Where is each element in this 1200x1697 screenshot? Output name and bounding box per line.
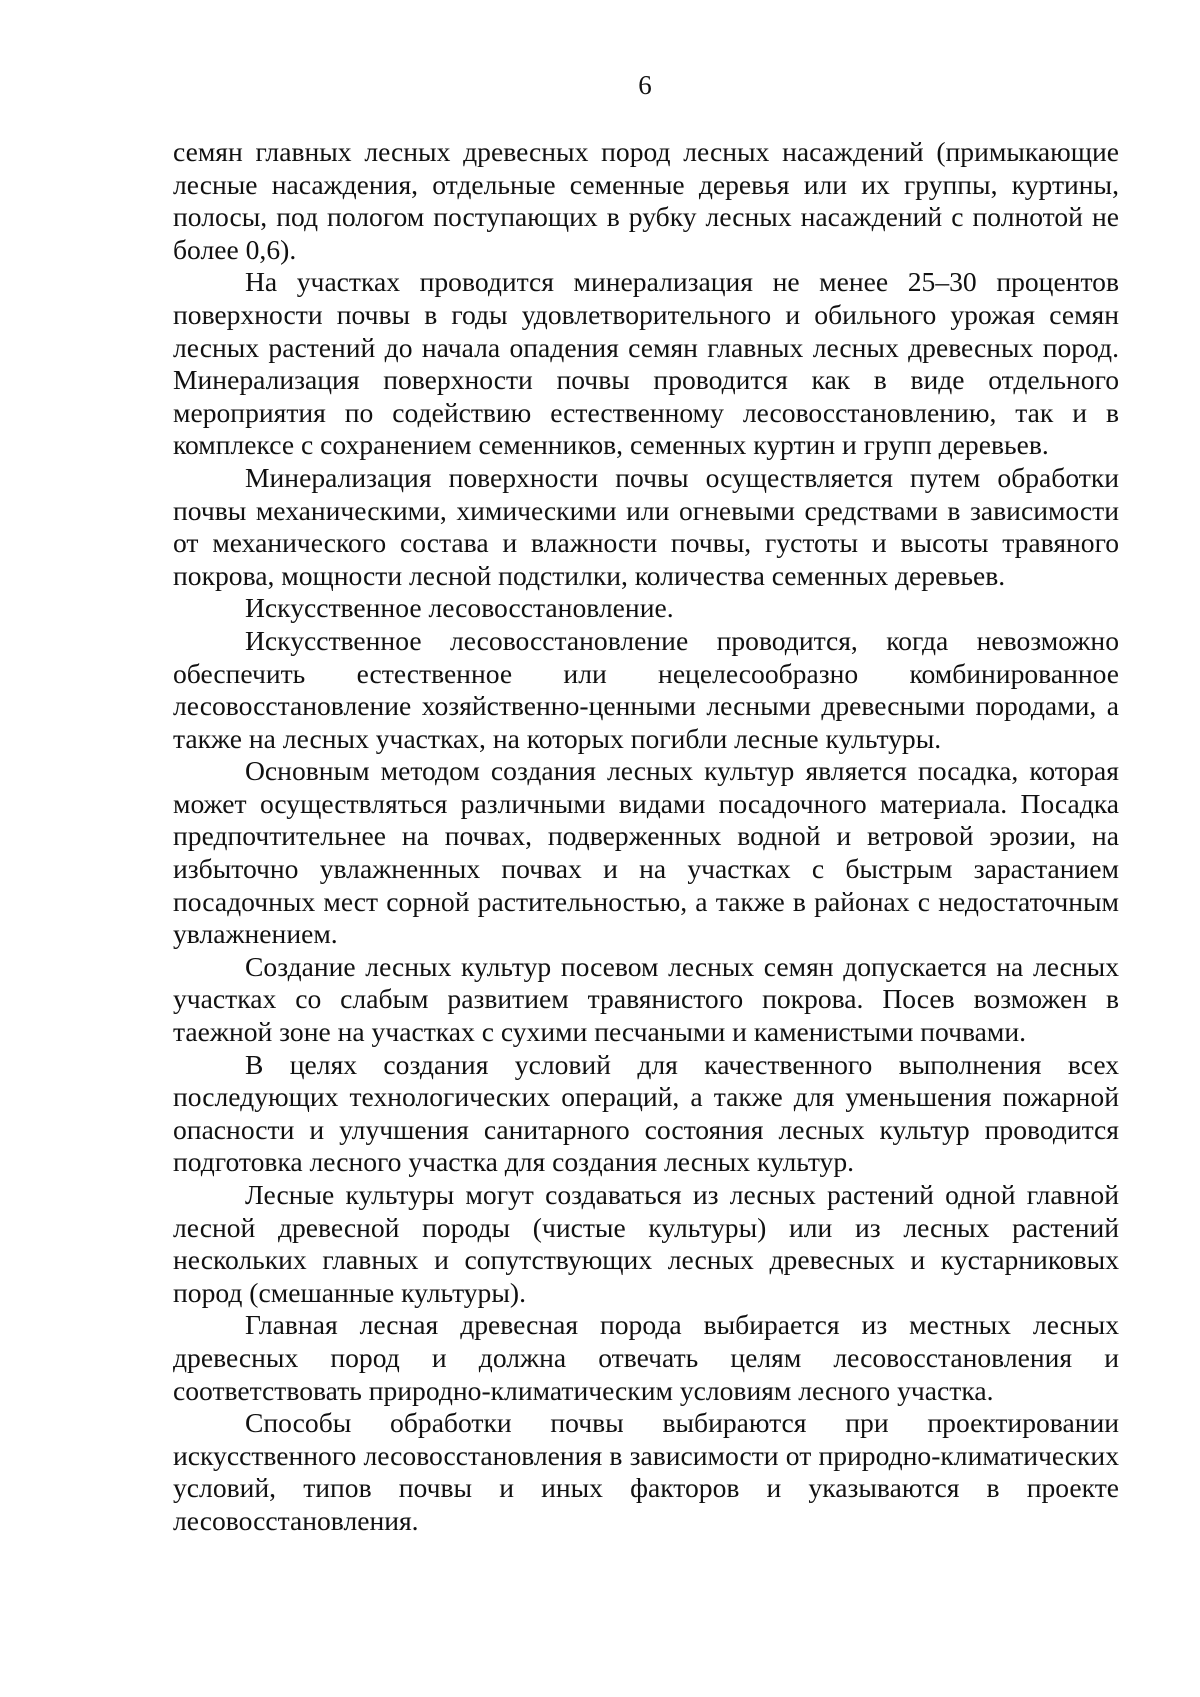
- paragraph: На участках проводится минерализация не менее 25–30 процентов поверхности почвы в годы удовлетворительного и обильного урожая семян лесных растений до начала опадения семян главных лесных древесных пород. Минерализация поверхности почвы проводится как в виде отдельного мероприятия по содействию естественному лесовосстановлению, так и в комплексе с сохранением семенников, семенных куртин и групп деревьев.: [173, 266, 1119, 461]
- paragraph: Создание лесных культур посевом лесных семян допускается на лесных участках со слабым развитием травянистого покрова. Посев возможен в таежной зоне на участках с сухими песчаными и каменистыми почвами.: [173, 950, 1119, 1048]
- paragraph: Главная лесная древесная порода выбирается из местных лесных древесных пород и должна отвечать целям лесовосстановления и соответствовать природно-климатическим условиям лесного участка.: [173, 1309, 1119, 1406]
- paragraph: Минерализация поверхности почвы осуществляется путем обработки почвы механическими, химическими или огневыми средствами в зависимости от механического состава и влажности почвы, густоты и высоты травяного покрова, мощности лесной подстилки, количества семенных деревьев.: [173, 461, 1119, 591]
- paragraph: Лесные культуры могут создаваться из лесных растений одной главной лесной древесной породы (чистые культуры) или из лесных растений нескольких главных и сопутствующих лесных древесных и кустарниковых пород (смешанные культуры).: [173, 1179, 1119, 1308]
- paragraph: Искусственное лесовосстановление проводится, когда невозможно обеспечить естественное или нецелесообразно комбинированное лесовосстановление хозяйственно-ценными лесными древесными породами, а также на лесных участках, на которых погибли лесные культуры.: [173, 624, 1119, 754]
- section-heading: Искусственное лесовосстановление.: [245, 592, 674, 624]
- paragraph: семян главных лесных древесных пород лесных насаждений (примыкающие лесные насаждения, отдельные семенные деревья или их группы, куртины, полосы, под пологом поступающих в рубку лесных насаждений с полнотой не более 0,6).: [173, 136, 1119, 265]
- page-number: 6: [638, 70, 652, 100]
- document-body: [173, 136, 1119, 1538]
- paragraph: Способы обработки почвы выбираются при проектировании искусственного лесовосстановления в зависимости от природно-климатических условий, типов почвы и иных факторов и указываются в проекте лесовосстановления.: [173, 1407, 1119, 1536]
- paragraph: Основным методом создания лесных культур является посадка, которая может осуществляться различными видами посадочного материала. Посадка предпочтительнее на почвах, подверженных водной и ветровой эрозии, на избыточно увлажненных почвах и на участках с быстрым зарастанием посадочных мест сорной растительностью, а также в районах с недостаточным увлажнением.: [173, 755, 1119, 950]
- paragraph: В целях создания условий для качественного выполнения всех последующих технологических операций, а также для уменьшения пожарной опасности и улучшения санитарного состояния лесных культур проводится подготовка лесного участка для создания лесных культур.: [173, 1048, 1119, 1178]
